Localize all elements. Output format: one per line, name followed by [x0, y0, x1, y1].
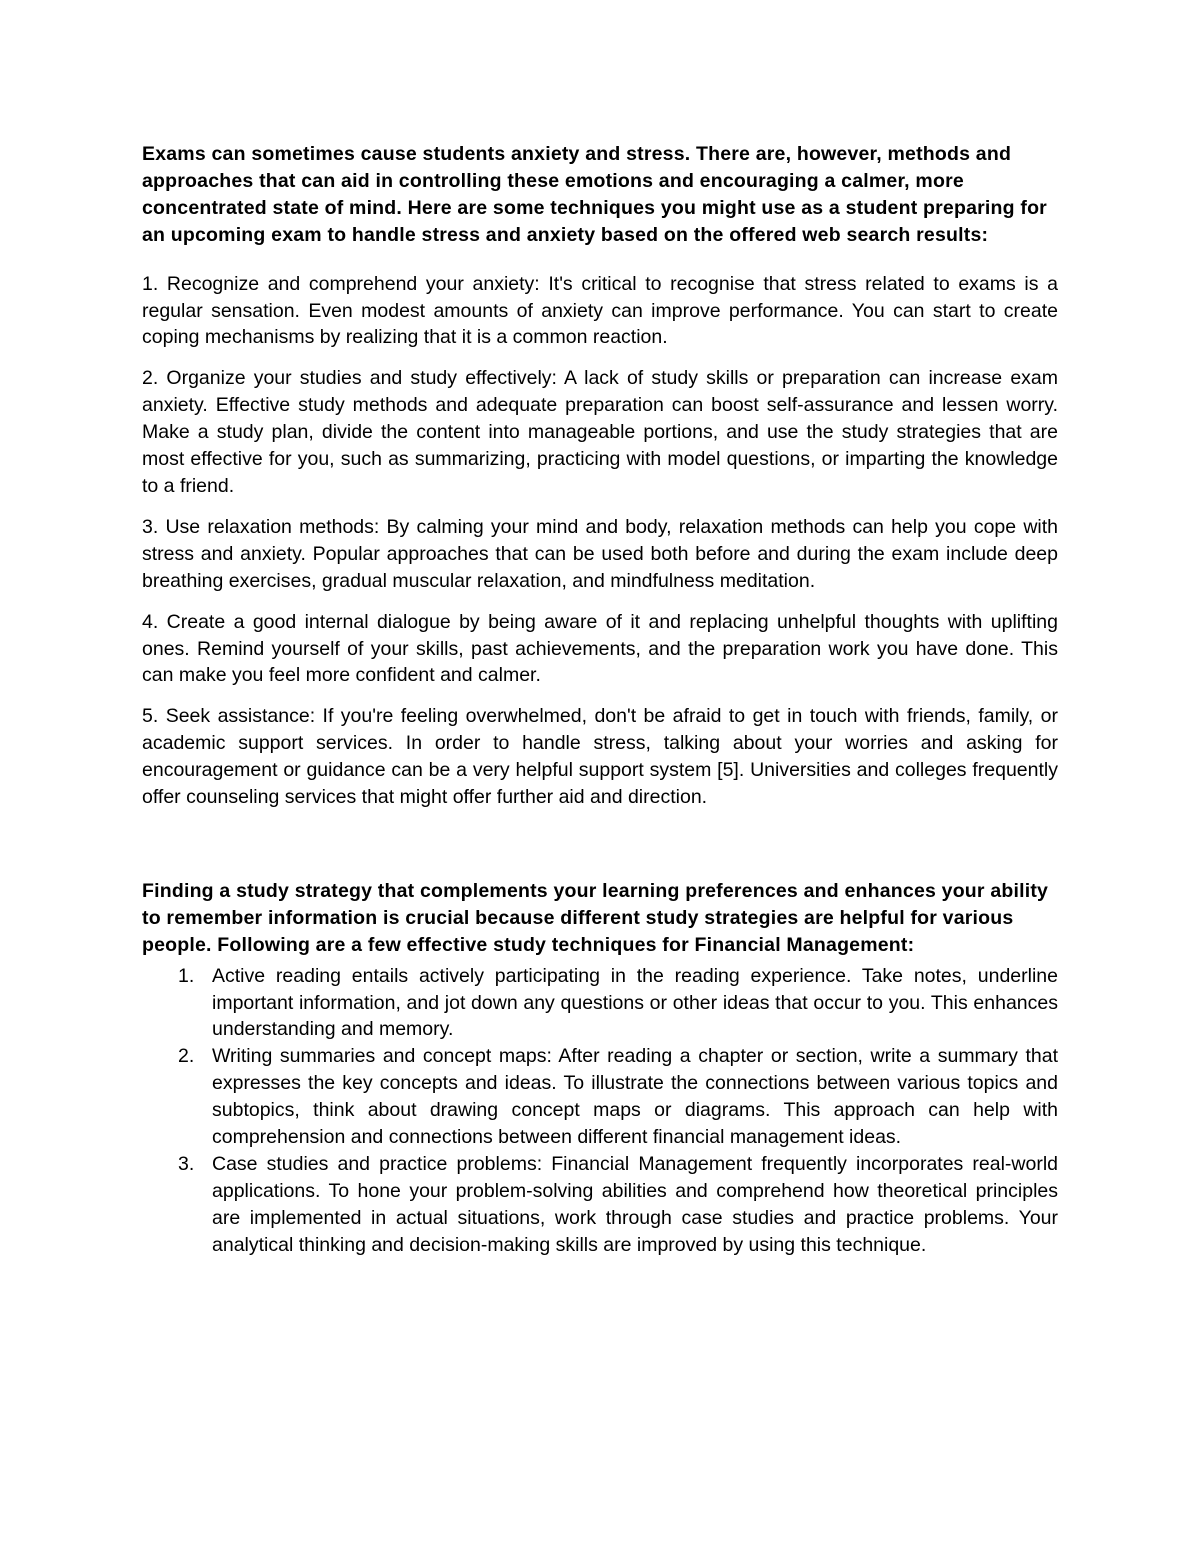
intro-heading: Exams can sometimes cause students anxiety and stress. There are, however, methods and approaches that can aid in controlling these emotions and encouraging a calmer, more concentrated state of mind. Here are some techniques you might use as a student preparing for an upcoming exam to handle stress and anxiety based on the offered web search results:: [142, 143, 1047, 246]
strategy-heading: Finding a study strategy that complements your learning preferences and enhances your ability to remember information is crucial because different study strategies are helpful for various people. Following are a few effective study techniques for Financial Management:: [142, 879, 1049, 956]
list-item-number: 1.: [178, 964, 195, 987]
anxiety-point-3: 3. Use relaxation methods: By calming your mind and body, relaxation methods can help you cope with stress and anxiety. Popular approaches that can be used both before and during the exam include deep breathing exercises, gradual muscular relaxation, and mindfulness meditation.: [142, 515, 1058, 592]
list-item-text: Writing summaries and concept maps: After reading a chapter or section, write a summary that expresses the key concepts and ideas. To illustrate the connections between various topics and subtopics, think about drawing concept maps or diagrams. This approach can help with comprehension and connections between different financial management ideas.: [212, 1045, 1058, 1149]
list-item: [142, 1043, 1058, 1151]
list-item-number: 3.: [178, 1153, 195, 1175]
list-item-number: 2.: [178, 1045, 195, 1068]
list-item: [142, 963, 1058, 1044]
list-item-text: Case studies and practice problems: Financial Management frequently incorporates real-world applications. To hone your problem-solving abilities and comprehend how theoretical principles are implemented in actual situations, work through case studies and practice problems. Your analytical thinking and decision-making skills are improved by using this technique.: [212, 1153, 1058, 1256]
anxiety-point-4: 4. Create a good internal dialogue by being aware of it and replacing unhelpful thoughts with uplifting ones. Remind yourself of your skills, past achievements, and the preparation work you have done. This can make you feel more confident and calmer.: [142, 610, 1058, 687]
anxiety-point-5: 5. Seek assistance: If you're feeling overwhelmed, don't be afraid to get in touch with friends, family, or academic support services. In order to handle stress, talking about your worries and asking for encouragement or guidance can be a very helpful support system [5]. Universities and colleges frequently offer counseling services that might offer further aid and direction.: [142, 705, 1058, 809]
list-item-text: Active reading entails actively participating in the reading experience. Take notes, underline important information, and jot down any questions or other ideas that occur to you. This enhances understanding and memory.: [212, 964, 1058, 1041]
anxiety-point-2: 2. Organize your studies and study effectively: A lack of study skills or preparation can increase exam anxiety. Effective study methods and adequate preparation can boost self-assurance and lessen worry. Make a study plan, divide the content into manageable portions, and use the study strategies that are most effective for you, such as summarizing, practicing with model questions, or imparting the knowledge to a friend.: [142, 367, 1058, 497]
list-item: [142, 1151, 1058, 1259]
document-page: [142, 141, 1058, 1259]
section-spacer: [142, 825, 1058, 878]
anxiety-point-1: 1. Recognize and comprehend your anxiety: It's critical to recognise that stress related to exams is a regular sensation. Even modest amounts of anxiety can improve performance. You can start to create coping mechanisms by realizing that it is a common reaction.: [142, 272, 1058, 349]
techniques-list: [142, 963, 1058, 1259]
